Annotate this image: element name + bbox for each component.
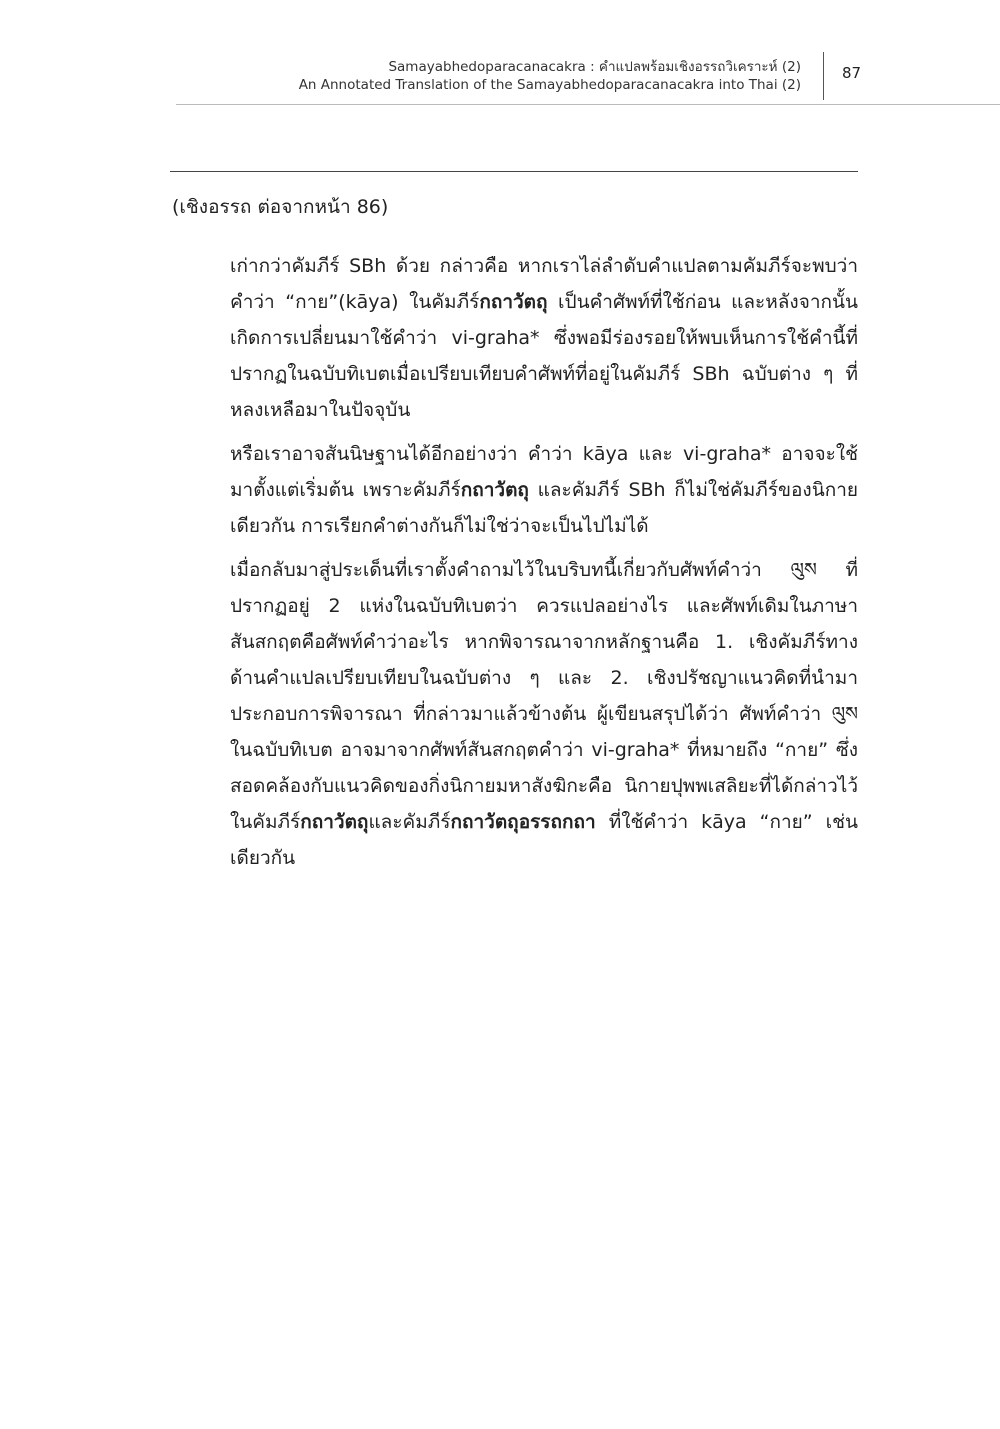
header-title-english: An Annotated Translation of the Samayabhedoparacanacakra into Thai (2)	[298, 77, 801, 93]
text-run: และคัมภีร์	[368, 811, 451, 833]
text-run: ที่ใช้คำว่า kāya “กาย” เช่นเดียวกัน	[230, 811, 858, 869]
text-run: เก่ากว่าคัมภีร์ SBh ด้วย กล่าวคือ หากเราไล่ลำดับคำแปลตามคัมภีร์จะพบว่า คำว่า “กาย”(kāya) ในคัมภีร์	[230, 255, 858, 313]
footnote-rule	[170, 171, 858, 172]
footnote-continuation-heading: (เชิงอรรถ ต่อจากหน้า 86)	[172, 196, 389, 218]
footnote-body	[230, 248, 858, 884]
footnote-paragraph-1	[230, 248, 858, 428]
text-emphasis: กถาวัตถุ	[479, 291, 548, 313]
text-emphasis: กถาวัตถุ	[460, 479, 529, 501]
header-rule	[176, 104, 1000, 105]
footnote-paragraph-3	[230, 552, 858, 876]
header-divider	[823, 52, 824, 100]
text-emphasis: กถาวัตถุอรรถกถา	[450, 811, 596, 833]
footnote-paragraph-2	[230, 436, 858, 544]
text-run: เมื่อกลับมาสู่ประเด็นที่เราตั้งคำถามไว้ในบริบทนี้เกี่ยวกับศัพท์คำว่า ལུས ที่ปรากฏอยู่ 2 แห่งในฉบับทิเบตว่า ควรแปลอย่างไร และศัพท์เดิมในภาษาสันสกฤตคือศัพท์คำว่าอะไร หากพิจารณาจากหลักฐานคือ 1. เชิงคัมภีร์ทางด้านคำแปลเปรียบเทียบในฉบับต่าง ๆ และ 2. เชิงปรัชญาแนวคิดที่นำมาประกอบการพิจารณา ที่กล่าวมาแล้วข้างต้น ผู้เขียนสรุปได้ว่า ศัพท์คำว่า ལུས ในฉบับทิเบต อาจมาจากศัพท์สันสกฤตคำว่า vi-graha* ที่หมายถึง “กาย” ซึ่งสอดคล้องกับแนวคิดของกิ่งนิกายมหาสังฆิกะคือ นิกายปุพพเสลิยะที่ได้กล่าวไว้ในคัมภีร์	[230, 559, 858, 833]
header-title-thai: Samayabhedoparacanacakra : คำแปลพร้อมเชิงอรรถวิเคราะห์ (2)	[388, 59, 801, 75]
text-run: และคัมภีร์ SBh ก็ไม่ใช่คัมภีร์ของนิกายเดียวกัน การเรียกคำต่างกันก็ไม่ใช่ว่าจะเป็นไปไม่ได้	[230, 479, 858, 537]
text-run: หรือเราอาจสันนิษฐานได้อีกอย่างว่า คำว่า kāya และ vi-graha* อาจจะใช้มาตั้งแต่เริ่มต้น เพราะคัมภีร์	[230, 443, 858, 501]
running-header	[299, 58, 801, 94]
text-emphasis: กถาวัตถุ	[300, 811, 369, 833]
page-number: 87	[842, 64, 862, 82]
text-run: เป็นคำศัพท์ที่ใช้ก่อน และหลังจากนั้นเกิดการเปลี่ยนมาใช้คำว่า vi-graha* ซึ่งพอมีร่องรอยให้พบเห็นการใช้คำนี้ที่ปรากฏในฉบับทิเบตเมื่อเปรียบเทียบคำศัพท์ที่อยู่ในคัมภีร์ SBh ฉบับต่าง ๆ ที่หลงเหลือมาในปัจจุบัน	[230, 291, 858, 421]
